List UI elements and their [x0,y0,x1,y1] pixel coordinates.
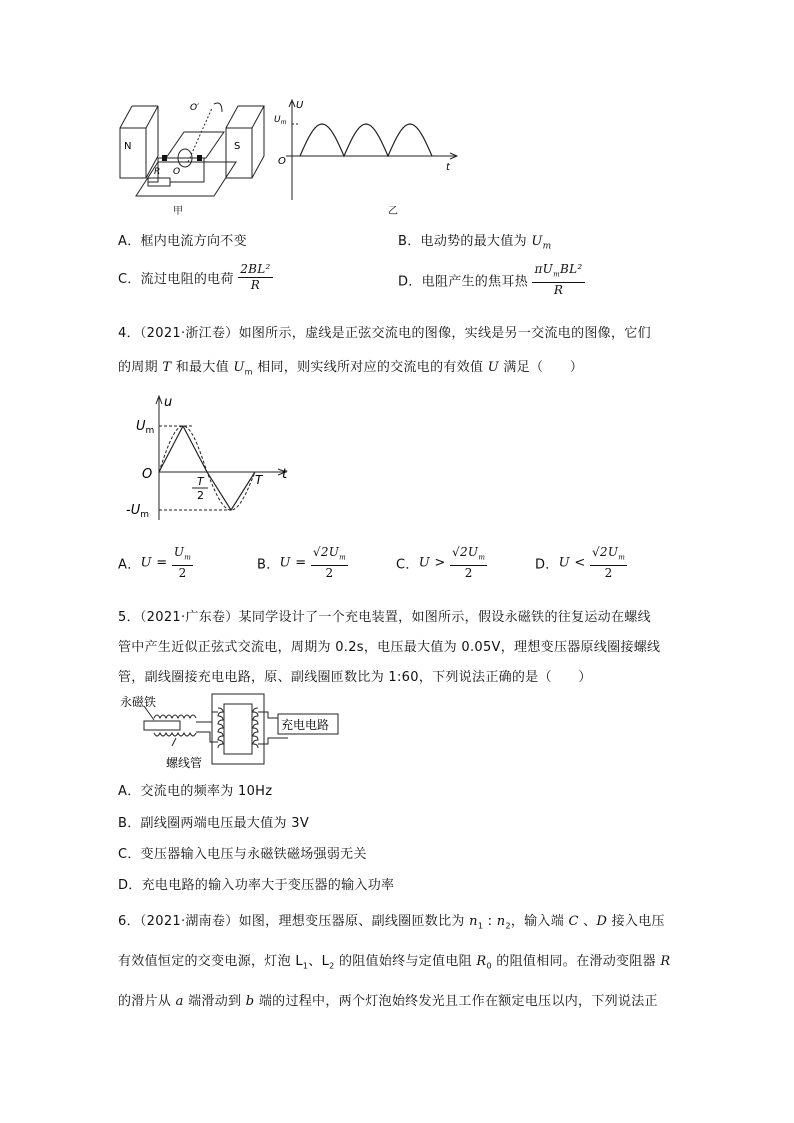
q3-option-b: B．电动势的最大值为 $U_m$ [398,234,552,252]
axis-top-label: O′ [190,103,200,113]
origin-label-q4: O [142,467,153,482]
q4-line-2: 的周期 T 和最大值 $U_m$ 相同，则实线所对应的交流电的有效值 U 满足（ ） [118,360,584,377]
t-axis-label-q4: t [282,467,288,482]
q3-option-a: A．框内电流方向不变 [118,234,247,249]
u-axis-label-q4: u [164,395,173,410]
q5-option-c: C．变压器输入电压与永磁铁磁场强弱无关 [118,847,367,862]
half-period-num: T [197,475,204,488]
generator-figure [118,100,268,215]
t-axis-label: t [446,162,450,173]
neg-um-label: $-U_m$ [126,503,149,520]
q4-line-1: 4．（2021·浙江卷）如图所示，虚线是正弦交流电的图像，实线是另一交流电的图像，它们 [118,326,651,341]
q4-option-b: B．U = $\frac{√2U_m}{2}$ [257,545,347,581]
q6-line-3: 的滑片从 a 端滑动到 b 端的过程中，两个灯泡始终发光且工作在额定电压以内，下列说法正 [118,994,658,1009]
um-label-q4: $U_m$ [136,419,155,436]
n-pole-label: N [124,141,132,152]
q5-line-1: 5．（2021·广东卷）某同学设计了一个充电装置，如图所示，假设永磁铁的往复运动在螺线 [118,610,651,625]
solenoid-label: 螺线管 [166,756,203,770]
q4-option-c: C．U > $\frac{√2U_m}{2}$ [396,545,486,581]
q3-option-d: D．电阻产生的焦耳热 $\frac{\pi U_mBL^2}{R}$ [398,262,583,298]
q6-line-2: 有效值恒定的交变电源，灯泡 $L_1$、$L_2$ 的阻值始终与定值电阻 $R_0$ 的阻值相同。在滑动变阻器 R [118,954,671,971]
half-period-den: 2 [197,489,204,502]
period-label: T [255,473,263,487]
resistor-label: R [154,167,161,177]
q6-line-1: 6．（2021·湖南卷）如图，理想变压器原、副线圈匝数比为 $n_1$ : $n_2$，输入端 C 、D 接入电压 [118,914,665,931]
axis-bottom-label: O [173,167,181,177]
fig-jia-caption: 甲 [173,206,184,217]
circuit-label: 充电电路 [281,718,330,732]
charging-device-figure [118,688,348,772]
u-axis-label: U [296,100,304,111]
origin-label: O [278,156,286,167]
sine-triangle-graph [124,392,300,526]
magnet-label: 永磁铁 [120,695,157,709]
q4-option-d: D．U < $\frac{√2U_m}{2}$ [535,545,626,581]
s-pole-label: S [234,141,241,152]
q4-option-a: A．U = $\frac{U_m}{2}$ [118,545,192,581]
q3-option-c: C．流过电阻的电荷 $\frac{\text{2BL²}}{R}$ [118,262,271,292]
rectified-voltage-graph [272,96,462,204]
q5-option-d: D．充电电路的输入功率大于变压器的输入功率 [118,878,395,893]
q5-line-2: 管中产生近似正弦式交流电，周期为 0.2s，电压最大值为 0.05V，理想变压器原线圈接螺线 [118,640,661,655]
q5-line-3: 管，副线圈接充电电路，原、副线圈匝数比为 1:60，下列说法正确的是（ ） [118,670,592,685]
q5-option-a: A．交流电的频率为 10Hz [118,784,273,799]
q5-option-b: B．副线圈两端电压最大值为 3V [118,816,310,831]
um-label: $U_m$ [274,115,287,126]
fig-yi-caption: 乙 [388,206,399,217]
